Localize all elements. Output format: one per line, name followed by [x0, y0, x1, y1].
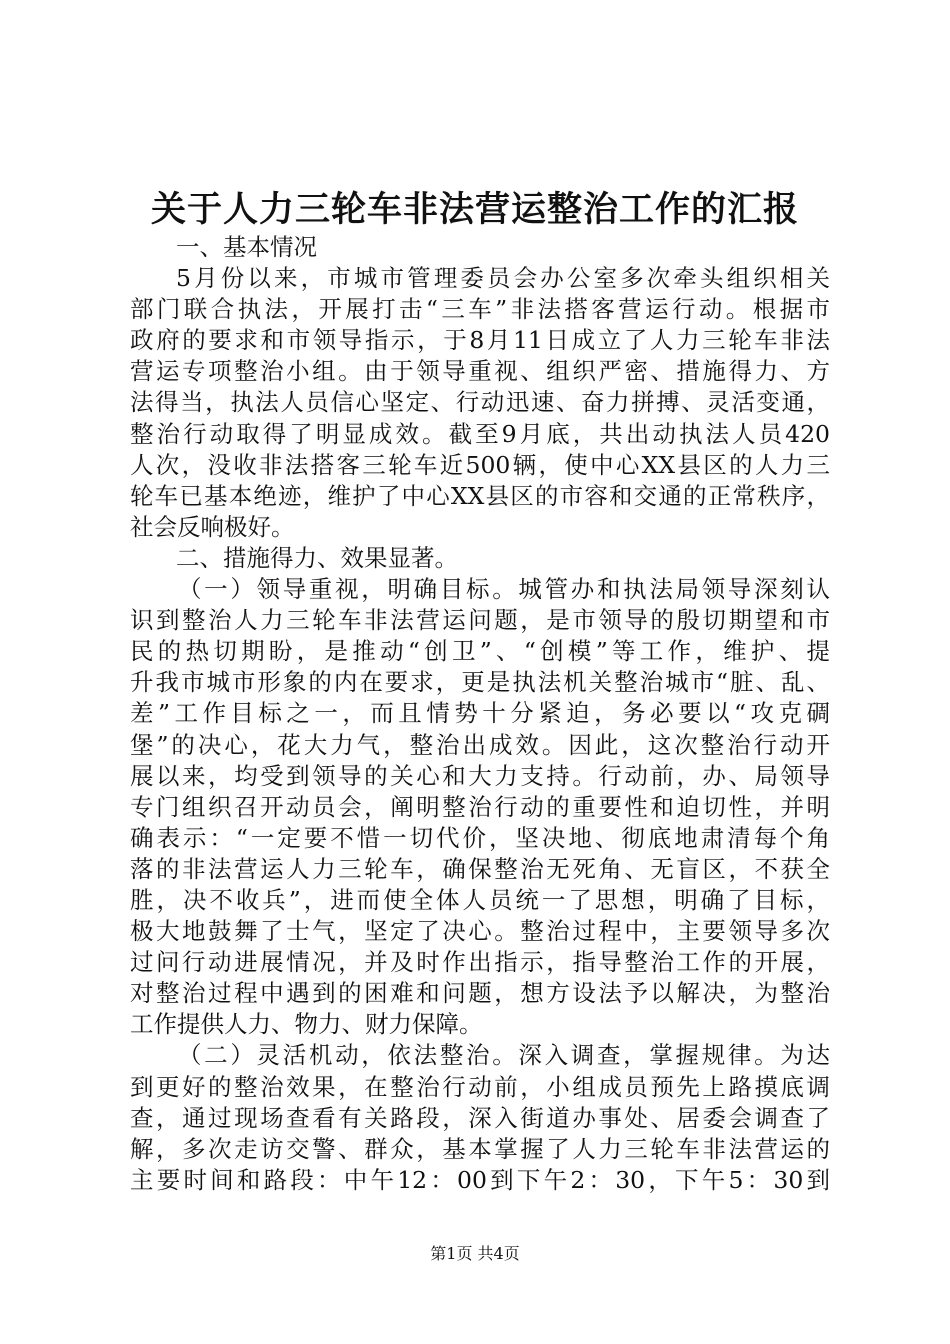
paragraph-line: 查，通过现场查看有关路段，深入街道办事处、居委会调查了 [130, 1103, 830, 1132]
paragraph-line: 升我市城市形象的内在要求，更是执法机关整治城市“脏、乱、 [130, 668, 830, 697]
document-title: 关于人力三轮车非法营运整治工作的汇报 [150, 189, 799, 230]
section-heading: 一、基本情况 [176, 233, 317, 261]
paragraph-line: 胜，决不收兵”，进而使全体人员统一了思想，明确了目标， [130, 885, 830, 914]
paragraph-line: 法得当，执法人员信心坚定、行动迅速、奋力拼搏、灵活变通， [130, 388, 830, 417]
paragraph-line: 到更好的整治效果，在整治行动前，小组成员预先上路摸底调 [130, 1072, 830, 1101]
paragraph-line: 极大地鼓舞了士气，坚定了决心。整治过程中，主要领导多次 [130, 917, 830, 946]
paragraph-line: 人次，没收非法搭客三轮车近500辆，使中心XX县区的人力三 [130, 450, 830, 479]
paragraph-line: 社会反响极好。 [130, 512, 295, 541]
paragraph-line: 政府的要求和市领导指示，于8月11日成立了人力三轮车非法 [130, 326, 830, 355]
page-number-footer: 第1页 共4页 [430, 1244, 520, 1263]
paragraph-line: 堡”的决心，花大力气，整治出成效。因此，这次整治行动开 [130, 730, 830, 759]
paragraph-line: 过问行动进展情况，并及时作出指示，指导整治工作的开展， [130, 948, 830, 977]
paragraph-line: 轮车已基本绝迹，维护了中心XX县区的市容和交通的正常秩序， [130, 481, 830, 510]
paragraph-line: 识到整治人力三轮车非法营运问题，是市领导的殷切期望和市 [130, 606, 830, 635]
paragraph-line: 差”工作目标之一，而且情势十分紧迫，务必要以“攻克碉 [130, 699, 830, 728]
paragraph-line: 整治行动取得了明显成效。截至9月底，共出动执法人员420 [130, 419, 830, 448]
paragraph-line: 对整治过程中遇到的困难和问题，想方设法予以解决，为整治 [130, 979, 830, 1008]
paragraph-line: 主要时间和路段：中午12：00到下午2：30，下午5：30到 [130, 1165, 830, 1194]
paragraph-line: （二）灵活机动，依法整治。深入调查，掌握规律。为达 [178, 1041, 830, 1070]
paragraph-line: （一）领导重视，明确目标。城管办和执法局领导深刻认 [178, 575, 830, 604]
paragraph-line: 民的热切期盼，是推动“创卫”、“创模”等工作，维护、提 [130, 637, 830, 666]
paragraph-line: 确表示：“一定要不惜一切代价，坚决地、彻底地肃清每个角 [130, 823, 830, 852]
paragraph-line: 专门组织召开动员会，阐明整治行动的重要性和迫切性，并明 [130, 792, 830, 821]
section-heading: 二、措施得力、效果显著。 [176, 543, 458, 572]
document-body [130, 232, 830, 1196]
paragraph-line: 工作提供人力、物力、财力保障。 [130, 1010, 483, 1039]
paragraph-line: 营运专项整治小组。由于领导重视、组织严密、措施得力、方 [130, 357, 830, 386]
paragraph-line: 落的非法营运人力三轮车，确保整治无死角、无盲区，不获全 [130, 854, 830, 883]
paragraph-line: 展以来，均受到领导的关心和大力支持。行动前，办、局领导 [130, 761, 830, 790]
paragraph-line: 部门联合执法，开展打击“三车”非法搭客营运行动。根据市 [130, 295, 830, 324]
paragraph-line: 解，多次走访交警、群众，基本掌握了人力三轮车非法营运的 [130, 1134, 830, 1163]
paragraph-line: 5月份以来，市城市管理委员会办公室多次牵头组织相关 [176, 264, 830, 293]
